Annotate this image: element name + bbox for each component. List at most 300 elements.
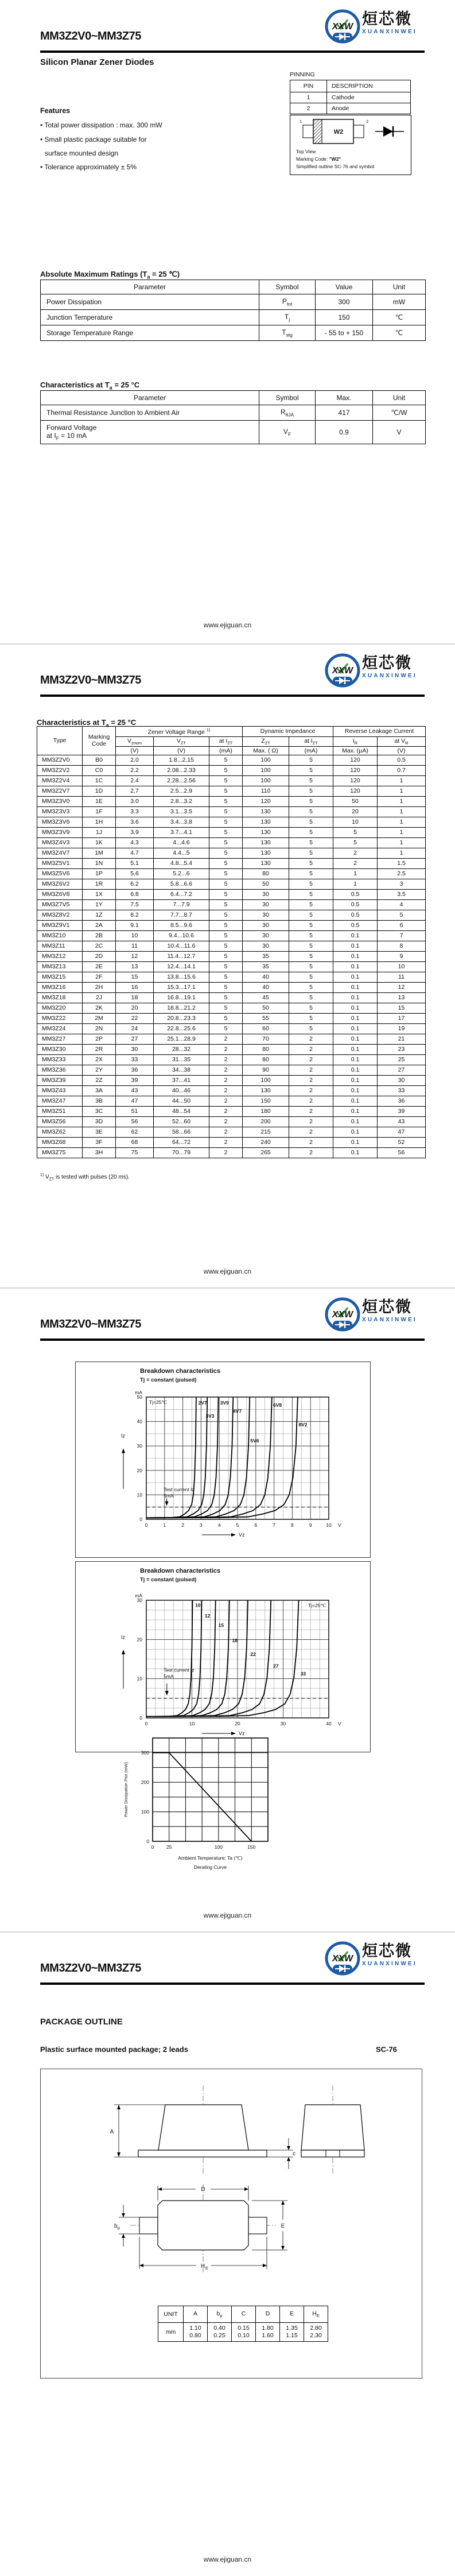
abs-max-table: Parameter Symbol Value Unit Power Dissipation $P_{tot}$ 300 mW Junction Temperature $T_j$ 150 ℃ Storage Temperature Range $T_{stg}$ - 55 to + 150 ℃ (40, 280, 426, 341)
table-cell: 5.1 (116, 858, 154, 868)
table-row (37, 992, 426, 1003)
table-cell: 5 (209, 910, 243, 920)
table-cell: 240 (243, 1137, 289, 1147)
table-cell: 2F (83, 972, 116, 982)
table-cell: 1 (378, 827, 426, 837)
table-cell: 1 (378, 848, 426, 858)
table-cell: 8 (378, 941, 426, 951)
svg-text:2: 2 (181, 1522, 184, 1528)
table-cell: 1 (333, 879, 378, 889)
table-cell: 5 (209, 961, 243, 972)
table-cell: 2.7 (116, 786, 154, 796)
table-cell: MM3Z12 (37, 951, 83, 961)
table-cell: 3C (83, 1106, 116, 1116)
feature-item: surface mounted design (45, 149, 119, 157)
test-current-note: Test current Iz (164, 1667, 195, 1673)
table-cell: MM3Z3V9 (37, 827, 83, 837)
table-cell: 10 (333, 817, 378, 827)
table-cell: 5 (289, 889, 333, 899)
chart-subtitle: Tj = constant (pulsed) (140, 1577, 197, 1583)
table-cell: 64...72 (154, 1137, 209, 1147)
table-row (37, 972, 426, 982)
table-cell: 6.2 (116, 879, 154, 889)
table-cell: 1 (378, 786, 426, 796)
table-cell: 0.1 (333, 961, 378, 972)
table-cell: 56 (378, 1147, 426, 1158)
table-cell: 5 (289, 879, 333, 889)
svg-text:XXW: XXW (332, 666, 353, 676)
table-cell: 62 (116, 1127, 154, 1137)
table-cell: 2 (289, 1075, 333, 1085)
table-cell: MM3Z2V2 (37, 765, 83, 775)
table-cell: 30 (243, 920, 289, 930)
zener-characteristics-table (37, 726, 426, 1158)
table-cell: 2.4 (116, 775, 154, 786)
curve-label: 4V7 (233, 1408, 242, 1414)
table-cell: 9 (378, 951, 426, 961)
svg-text:4: 4 (217, 1522, 221, 1528)
table-cell: 80 (243, 1054, 289, 1065)
curve-label: 3V3 (205, 1413, 215, 1419)
package-marking-box (290, 115, 411, 175)
table-row (37, 858, 426, 868)
feature-item: • Small plastic package suitable for (40, 135, 147, 143)
table-cell: 6.8 (116, 889, 154, 899)
test-current-note: Test current Iz (164, 1487, 195, 1493)
pinning-col-pin: PIN (290, 80, 327, 92)
curve-label: 18 (232, 1638, 238, 1644)
table-cell: 1K (83, 837, 116, 848)
diode-symbol-icon (375, 126, 404, 137)
y-axis-name: Iz (121, 1634, 126, 1640)
table-cell: 9.4...10.6 (154, 930, 209, 941)
table-cell: 10.4...11.6 (154, 941, 209, 951)
table-cell: 4.7 (116, 848, 154, 858)
svg-text:100: 100 (214, 1844, 223, 1850)
table-row (37, 1044, 426, 1054)
table-row (37, 920, 426, 930)
table-cell: MM3Z10 (37, 930, 83, 941)
table-cell: 5 (289, 920, 333, 930)
table-row (37, 1096, 426, 1106)
table-cell: 5 (209, 827, 243, 837)
table-cell: 27 (116, 1034, 154, 1044)
svg-text:0: 0 (146, 1838, 149, 1844)
table-cell: 2D (83, 951, 116, 961)
package-desc: Plastic surface mounted package; 2 leads (40, 2045, 188, 2054)
table-cell: 2.5 (378, 868, 426, 879)
table-cell: 58...66 (154, 1127, 209, 1137)
test-current-note: 5mA (164, 1673, 174, 1679)
table-cell: 5 (289, 1013, 333, 1023)
table-cell: 18.8...21.2 (154, 1003, 209, 1013)
brand-logo (324, 653, 427, 691)
brand-name-cn: 烜芯微 (362, 1942, 412, 1960)
table-cell: 24 (116, 1023, 154, 1034)
table-cell: 7...7.9 (154, 899, 209, 910)
svg-text:40: 40 (326, 1721, 332, 1727)
x-axis-name: Vz (239, 1532, 245, 1538)
chart-title: Breakdown characteristics (140, 1368, 221, 1375)
breakdown-chart-high-voltage (116, 1590, 344, 1747)
pin-number: 1 (290, 92, 327, 103)
page-3 (0, 1288, 455, 1932)
table-row (37, 1003, 426, 1013)
dim-label-D: D (201, 2186, 205, 2193)
svg-text:9: 9 (309, 1522, 312, 1528)
curve-label: 8V2 (298, 1422, 308, 1428)
curve-label: 22 (250, 1651, 256, 1658)
table-cell: 5 (209, 1013, 243, 1023)
char-table-heading: Characteristics at $T_a = 25$ °C (37, 718, 137, 728)
table-cell: 130 (243, 858, 289, 868)
table-cell: MM3Z11 (37, 941, 83, 951)
svg-text:0: 0 (145, 1721, 148, 1727)
svg-text:0: 0 (139, 1715, 142, 1721)
table-cell: 5 (289, 765, 333, 775)
table-cell: 120 (333, 786, 378, 796)
table-cell: 0.1 (333, 1065, 378, 1075)
table-cell: 50 (243, 1003, 289, 1013)
table-cell: 130 (243, 817, 289, 827)
pkg-caption-marking: Marking Code: "W2" (296, 156, 341, 162)
svg-text:10: 10 (137, 1492, 142, 1498)
svg-text:V: V (338, 1721, 341, 1727)
table-cell: 13.8...15.6 (154, 972, 209, 982)
table-cell: 2 (209, 1147, 243, 1158)
table-cell: 5 (289, 992, 333, 1003)
svg-text:30: 30 (137, 1597, 142, 1603)
table-cell: 5 (209, 1023, 243, 1034)
curve-label: 12 (204, 1613, 211, 1619)
table-cell: 265 (243, 1147, 289, 1158)
chart-title: Breakdown characteristics (140, 1568, 221, 1574)
table-cell: MM3Z2V7 (37, 786, 83, 796)
table-cell: MM3Z4V7 (37, 848, 83, 858)
table-row (37, 1023, 426, 1034)
table-row (37, 827, 426, 837)
table-cell: 51 (116, 1106, 154, 1116)
table-cell: 25 (378, 1054, 426, 1065)
table-cell: 6 (378, 920, 426, 930)
header-rule (40, 1983, 425, 1985)
table-cell: 2 (333, 858, 378, 868)
table-cell: 5 (333, 837, 378, 848)
table-cell: 16 (116, 982, 154, 992)
table-row: Thermal Resistance Junction to Ambient Air $R_{\theta JA}$ 417 ℃/W (41, 405, 426, 421)
table-cell: 0.1 (333, 951, 378, 961)
table-cell: 2A (83, 920, 116, 930)
table-cell: MM3Z22 (37, 1013, 83, 1023)
table-cell: 0.5 (333, 920, 378, 930)
footer-url: www.ejiguan.cn (203, 1911, 252, 1919)
tj-note: Tj=25℃ (308, 1603, 326, 1608)
svg-text:0: 0 (151, 1844, 154, 1850)
curve-18 (146, 1600, 230, 1717)
table-cell: MM3Z6V2 (37, 879, 83, 889)
table-cell: 15 (116, 972, 154, 982)
table-row (37, 786, 426, 796)
char25-heading: Characteristics at $T_a = 25$ °C (40, 381, 140, 391)
table-cell: MM3Z2V0 (37, 755, 83, 765)
table-cell: 0.1 (333, 992, 378, 1003)
brand-name-en: XUANXINWEI (362, 673, 417, 679)
logo-mark-text: XXW (332, 22, 353, 32)
table-row (37, 837, 426, 848)
page-break (0, 1931, 455, 1933)
table-cell: 33 (378, 1085, 426, 1096)
table-cell: 130 (243, 1085, 289, 1096)
pin-desc: Anode (327, 103, 411, 114)
table-cell: 35 (243, 951, 289, 961)
table-cell: 5 (209, 848, 243, 858)
table-cell: 2 (289, 1096, 333, 1106)
table-cell: 7 (378, 930, 426, 941)
table-cell: 5 (289, 755, 333, 765)
table-cell: 2Z (83, 1075, 116, 1085)
table-cell: 5 (289, 775, 333, 786)
svg-text:50: 50 (137, 1394, 142, 1400)
table-row (37, 1075, 426, 1085)
table-cell: 5 (289, 786, 333, 796)
table-cell: 1 (378, 837, 426, 848)
table-cell: 48...54 (154, 1106, 209, 1116)
table-cell: 110 (243, 786, 289, 796)
table-cell: 2.8...3.2 (154, 796, 209, 806)
breakdown-chart-box-high (75, 1561, 371, 1752)
dim-label-HE-sub: E (205, 2267, 208, 2271)
breakdown-chart-box-low (75, 1361, 371, 1558)
table-cell: 5 (209, 765, 243, 775)
svg-text:10: 10 (137, 1675, 142, 1682)
table-cell: 2 (209, 1096, 243, 1106)
table-cell: 1 (378, 817, 426, 827)
table-cell: 5 (289, 930, 333, 941)
table-cell: 15 (378, 1003, 426, 1013)
svg-text:0: 0 (145, 1522, 148, 1528)
table-cell: 13 (116, 961, 154, 972)
table-cell: 3.0 (116, 796, 154, 806)
brand-logo-icon (324, 1297, 361, 1334)
table-row (37, 1106, 426, 1116)
table-cell: MM3Z3V6 (37, 817, 83, 827)
table-cell: 0.1 (333, 1054, 378, 1065)
table-cell: MM3Z68 (37, 1137, 83, 1147)
table-cell: 100 (243, 1075, 289, 1085)
table-cell: MM3Z8V2 (37, 910, 83, 920)
x-axis-name: Vz (239, 1731, 245, 1736)
brand-name-cn: 烜芯微 (362, 1298, 412, 1316)
table-cell: 2.28...2.56 (154, 775, 209, 786)
table-cell: 2 (289, 1085, 333, 1096)
table-cell: 2 (289, 1127, 333, 1137)
svg-text:6: 6 (254, 1522, 258, 1528)
table-cell: 0.5 (333, 889, 378, 899)
brand-logo-icon (324, 9, 361, 46)
brand-logo (324, 1941, 427, 1979)
table-cell: 3B (83, 1096, 116, 1106)
table-cell: 21 (378, 1034, 426, 1044)
table-row: Power Dissipation $P_{tot}$ 300 mW (41, 294, 426, 310)
table-cell: MM3Z39 (37, 1075, 83, 1085)
table-cell: 13 (378, 992, 426, 1003)
table-cell: 2 (209, 1085, 243, 1096)
table-cell: 130 (243, 827, 289, 837)
table-cell: MM3Z6V8 (37, 889, 83, 899)
table-cell: 0.5 (333, 910, 378, 920)
table-footnote: $^{1)}$ $V_{ZT}$ is tested with pulses (20 ms). (40, 1173, 130, 1182)
table-cell: 2K (83, 1003, 116, 1013)
svg-text:20: 20 (137, 1636, 142, 1643)
table-cell: 1P (83, 868, 116, 879)
table-cell: 0.5 (378, 755, 426, 765)
table-row (37, 848, 426, 858)
table-cell: 5 (209, 920, 243, 930)
pinning-table (290, 80, 411, 114)
curve-2V7 (146, 1397, 196, 1518)
features-section (40, 107, 235, 171)
page-title: MM3Z2V0~MM3Z75 (40, 1318, 141, 1330)
table-cell: 3F (83, 1137, 116, 1147)
table-cell: 6.4...7.2 (154, 889, 209, 899)
svg-text:mA: mA (135, 1390, 142, 1395)
table-cell: 47 (378, 1127, 426, 1137)
table-cell: 2.08...2.33 (154, 765, 209, 775)
table-cell: 2 (289, 1044, 333, 1054)
table-cell: 2P (83, 1034, 116, 1044)
table-cell: MM3Z3V3 (37, 806, 83, 817)
table-cell: 3 (378, 879, 426, 889)
svg-text:30: 30 (280, 1721, 286, 1727)
table-cell: 90 (243, 1065, 289, 1075)
brand-name-cn: 烜芯微 (362, 10, 412, 28)
table-cell: 7.7...8.7 (154, 910, 209, 920)
y-axis-label: Power Dissipation Ptot (mW) (123, 1762, 129, 1817)
table-cell: 30 (243, 941, 289, 951)
table-cell: 2E (83, 961, 116, 972)
table-row (37, 951, 426, 961)
table-row (37, 1054, 426, 1065)
svg-text:5: 5 (236, 1522, 239, 1528)
table-cell: 4.3 (116, 837, 154, 848)
svg-text:100: 100 (141, 1809, 149, 1815)
table-row (37, 930, 426, 941)
table-cell: 5 (333, 827, 378, 837)
svg-text:200: 200 (141, 1779, 149, 1786)
table-cell: 1 (378, 796, 426, 806)
dim-label-A: A (110, 2129, 114, 2135)
table-cell: 3.9 (116, 827, 154, 837)
table-cell: 5 (209, 868, 243, 879)
table-cell: 3H (83, 1147, 116, 1158)
table-row (37, 1147, 426, 1158)
table-row (37, 775, 426, 786)
table-cell: 70...79 (154, 1147, 209, 1158)
curve-label: 15 (218, 1622, 224, 1628)
table-cell: 0.5 (333, 899, 378, 910)
table-cell: 22 (116, 1013, 154, 1023)
table-cell: 5 (209, 1003, 243, 1013)
svg-text:30: 30 (137, 1443, 142, 1449)
table-cell: 2N (83, 1023, 116, 1034)
table-cell: 18 (116, 992, 154, 1003)
doc-subtitle: Silicon Planar Zener Diodes (40, 57, 154, 67)
curve-8V2 (146, 1397, 298, 1518)
table-cell: 12 (378, 982, 426, 992)
table-cell: 36 (116, 1065, 154, 1075)
svg-text:7: 7 (273, 1522, 275, 1528)
svg-text:mA: mA (135, 1593, 142, 1599)
table-row (37, 1116, 426, 1127)
package-outline-heading: PACKAGE OUTLINE (40, 2017, 123, 2027)
svg-text:10: 10 (189, 1721, 195, 1727)
table-cell: 44...50 (154, 1096, 209, 1106)
table-cell: MM3Z62 (37, 1127, 83, 1137)
table-row (37, 961, 426, 972)
table-cell: 4.8...5.4 (154, 858, 209, 868)
svg-text:150: 150 (247, 1844, 256, 1850)
table-cell: MM3Z75 (37, 1147, 83, 1158)
brand-logo-icon (324, 1941, 361, 1978)
table-cell: 5 (289, 848, 333, 858)
table-row (37, 1034, 426, 1044)
curve-22 (146, 1600, 248, 1717)
table-cell: 40...46 (154, 1085, 209, 1096)
table-cell: MM3Z4V3 (37, 837, 83, 848)
table-cell: 1.8...2.15 (154, 755, 209, 765)
table-row: Storage Temperature Range $T_{stg}$ - 55 to + 150 ℃ (41, 325, 426, 341)
chart-caption: Derating Curve (193, 1864, 227, 1870)
table-cell: 120 (333, 755, 378, 765)
table-cell: 0.1 (333, 1096, 378, 1106)
table-cell: 2H (83, 982, 116, 992)
table-cell: 120 (243, 796, 289, 806)
header-rule (40, 1339, 425, 1341)
table-cell: 5 (289, 796, 333, 806)
col-type: Type (37, 727, 83, 755)
table-cell: 5 (209, 817, 243, 827)
table-cell: 2.0 (116, 755, 154, 765)
package-topview-drawing (290, 115, 411, 148)
table-cell: 1D (83, 786, 116, 796)
table-cell: 36 (378, 1096, 426, 1106)
table-cell: 11 (116, 941, 154, 951)
table-cell: 0.1 (333, 1127, 378, 1137)
table-cell: 0.1 (333, 930, 378, 941)
svg-text:300: 300 (141, 1749, 149, 1756)
table-cell: MM3Z27 (37, 1034, 83, 1044)
table-cell: 5 (289, 1003, 333, 1013)
footer-url: www.ejiguan.cn (203, 1267, 252, 1275)
table-cell: 39 (116, 1075, 154, 1085)
group-reverse-leakage: Reverse Leakage Current (333, 727, 426, 737)
table-cell: 55 (243, 1013, 289, 1023)
table-cell: 10 (378, 961, 426, 972)
table-cell: 0.1 (333, 1085, 378, 1096)
table-cell: 2 (209, 1065, 243, 1075)
table-cell: 5.6 (116, 868, 154, 879)
table-cell: 5 (209, 972, 243, 982)
table-cell: MM3Z5V6 (37, 868, 83, 879)
table-cell: 5 (209, 982, 243, 992)
table-cell: 100 (243, 755, 289, 765)
dim-label-E: E (281, 2223, 285, 2229)
table-cell: 0.1 (333, 1023, 378, 1034)
table-cell: 5 (209, 930, 243, 941)
table-cell: 1 (333, 868, 378, 879)
table-cell: 43 (116, 1085, 154, 1096)
table-cell: 1 (378, 775, 426, 786)
